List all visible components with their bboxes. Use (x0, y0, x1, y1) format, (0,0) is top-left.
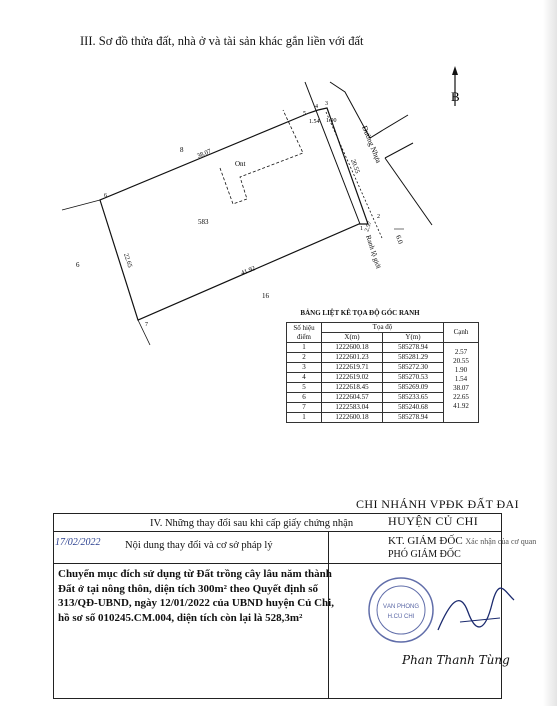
coord-header-edge: Cạnh (444, 323, 479, 343)
changes-divider-top (54, 531, 501, 532)
road-edge-left (305, 82, 360, 224)
coord-header-coord: Tọa độ (322, 323, 444, 333)
coord-header-point: Số hiệu điểm (287, 323, 322, 343)
coord-table-title: BẢNG LIỆT KÊ TỌA ĐỘ GÓC RANH (300, 309, 420, 317)
col2-header-text: Xác nhận của cơ quan (465, 537, 537, 546)
table-cell: 1222601.23 (322, 353, 383, 363)
table-cell: 585278.94 (383, 343, 444, 353)
svg-text:VĂN PHÒNG: VĂN PHÒNG (382, 604, 420, 610)
changes-col2-header (388, 535, 536, 547)
org-stamp-line1: CHI NHÁNH VPĐK ĐẤT ĐAI (356, 497, 520, 511)
table-cell: 585278.94 (383, 413, 444, 423)
land-use-label: Ont (235, 160, 246, 168)
table-cell: 3 (287, 363, 322, 373)
plot-number: 583 (198, 218, 209, 226)
table-cell: 1222618.45 (322, 383, 383, 393)
neighbor-16: 16 (262, 292, 269, 300)
edge-value: 2.57 (454, 348, 468, 356)
north-label: B (451, 89, 460, 104)
table-cell: 2 (287, 353, 322, 363)
official-seal-icon (366, 575, 436, 645)
edge-value: 38.07 (453, 384, 469, 392)
north-arrow-head-icon (452, 66, 458, 75)
role-line2: PHÓ GIÁM ĐỐC (388, 549, 461, 560)
changes-col1-header: Nội dung thay đổi và cơ sở pháp lý (125, 540, 273, 551)
edge-column (444, 343, 479, 423)
table-row (287, 343, 479, 353)
edge-value: 41.92 (453, 402, 469, 410)
neighbor-boundary-left (62, 200, 100, 210)
neighbor-8: 8 (180, 146, 184, 154)
setback-label: Ranh lộ giới (364, 234, 383, 270)
org-stamp-line2: HUYỆN CỦ CHI (388, 514, 479, 528)
road-branch (385, 143, 413, 158)
table-cell: 6 (287, 393, 322, 403)
edge-1-2: 2.57 (364, 220, 374, 233)
vertex-6: 6 (104, 193, 107, 199)
coord-header-y: Y(m) (383, 333, 444, 343)
road-label: Đường Nhựa (360, 124, 384, 165)
table-cell: 1222600.18 (322, 413, 383, 423)
edge-value: 1.54 (454, 375, 468, 383)
table-cell: 585240.68 (383, 403, 444, 413)
vertex-2: 2 (377, 214, 380, 220)
section4-title: IV. Những thay đổi sau khi cấp giấy chứng nhận (150, 518, 354, 529)
table-cell: 585281.29 (383, 353, 444, 363)
edge-value: 22.65 (453, 393, 469, 401)
coord-header-x: X(m) (322, 333, 383, 343)
table-cell: 1222583.04 (322, 403, 383, 413)
changes-divider-head (54, 563, 501, 564)
road-edge-right-lower (385, 158, 432, 225)
edge-value: 1.90 (454, 366, 468, 374)
edge-7-1: 41.92 (240, 265, 257, 277)
vertex-5: 5 (303, 111, 306, 117)
vertex-3: 3 (325, 101, 328, 107)
neighbor-6: 6 (76, 261, 80, 269)
setback-line (326, 112, 382, 238)
signer-name: Phan Thanh Tùng (402, 653, 510, 667)
vertex-7: 7 (145, 322, 148, 328)
table-cell: 585269.09 (383, 383, 444, 393)
vertex-1: 1 (360, 226, 363, 232)
table-cell: 1222604.57 (322, 393, 383, 403)
table-cell: 585272.30 (383, 363, 444, 373)
coord-table (286, 322, 479, 423)
edge-4-5: 1.54 (309, 119, 320, 125)
house-footprint (220, 110, 303, 204)
edge-5-6: 38.07 (196, 147, 213, 160)
table-cell: 585270.53 (383, 373, 444, 383)
table-cell: 5 (287, 383, 322, 393)
table-cell: 4 (287, 373, 322, 383)
table-cell: 1 (287, 413, 322, 423)
edge-value: 20.55 (453, 357, 469, 365)
setback-distance: 6.0 (394, 234, 405, 245)
table-cell: 7 (287, 403, 322, 413)
table-cell: 1222619.02 (322, 373, 383, 383)
svg-text:H.CỦ CHI: H.CỦ CHI (387, 614, 415, 620)
edge-3-4: 1.90 (326, 118, 337, 124)
table-cell: 585233.65 (383, 393, 444, 403)
edge-2-3: 20.55 (349, 158, 361, 175)
section3-title: III. Sơ đồ thửa đất, nhà ở và tài sản khác gắn liền với đất (80, 34, 364, 48)
vertex-4: 4 (315, 104, 318, 110)
table-cell: 1 (287, 343, 322, 353)
role-line1: KT. GIÁM ĐỐC (388, 535, 463, 547)
change-content: Chuyển mục đích sử dụng từ Đất trồng cây lâu năm thành Đất ở tại nông thôn, diện tích 300m² theo Quyết định số 313/QĐ-UBND, ngày 12/01/2022 của UBND huyện Củ Chi, hồ sơ số 010245.CM.004, diện tích còn lại là 528,3m² (58, 568, 334, 624)
handwritten-date: 17/02/2022 (55, 537, 101, 548)
table-cell: 1222619.71 (322, 363, 383, 373)
neighbor-boundary-bottom (138, 320, 150, 345)
signature-scribble-icon (430, 582, 520, 642)
edge-6-7: 22.65 (122, 252, 134, 269)
table-cell: 1222600.18 (322, 343, 383, 353)
